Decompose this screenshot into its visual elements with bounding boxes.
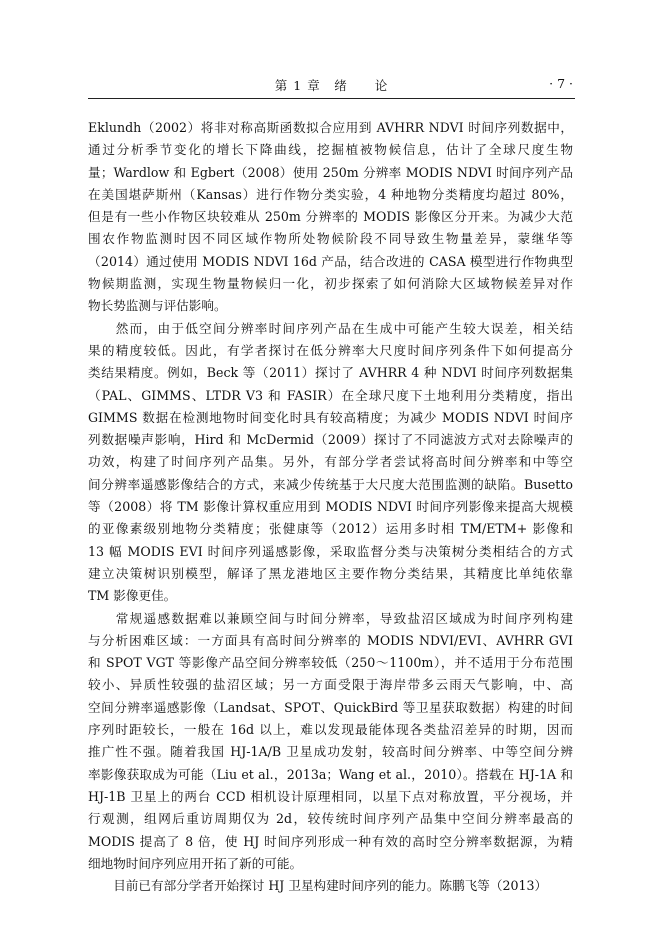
- text-line: 与分析困难区域：一方面具有高时间分辨率的 MODIS NDVI/EVI、AVHRR GVI: [88, 632, 573, 648]
- text-line: 物候期监测，实现生物量物候归一化，初步探索了如何消除大区域物候差异对作: [88, 276, 573, 292]
- text-line: 较小、异质性较强的盐沼区域；另一方面受限于海岸带多云雨天气影响，中、高: [88, 677, 573, 693]
- text-line: 常规遥感数据难以兼顾空间与时间分辨率，导致盐沼区域成为时间序列构建: [88, 610, 573, 626]
- text-line: 类结果精度。例如，Beck 等（2011）探讨了 AVHRR 4 种 NDVI 时间序列数据集: [88, 365, 573, 381]
- paragraph: [88, 318, 573, 608]
- text-line: 建立决策树识别模型，解译了黑龙港地区主要作物分类结果，其精度比单纯依靠: [88, 565, 573, 581]
- text-line: 空间分辨率遥感影像（Landsat、SPOT、QuickBird 等卫星获取数据）构建的时间: [88, 699, 573, 715]
- text-line: MODIS 提高了 8 倍，使 HJ 时间序列形成一种有效的高时空分辨率数据源，为精: [88, 833, 573, 849]
- text-line: （PAL、GIMMS、LTDR V3 和 FASIR）在全球尺度下土地利用分类精度，指出: [88, 387, 573, 403]
- page-number: · 7 ·: [549, 76, 573, 91]
- text-line: 然而，由于低空间分辨率时间序列产品在生成中可能产生较大误差，相关结: [88, 320, 573, 336]
- text-line: 间分辨率遥感影像结合的方式，来减少传统基于大尺度大范围监测的缺陷。Busetto: [88, 476, 573, 492]
- text-line: TM 影像更佳。: [88, 588, 177, 604]
- text-line: 13 幅 MODIS EVI 时间序列遥感影像，采取监督分类与决策树分类相结合的方式: [88, 543, 573, 559]
- text-line: 细地物时间序列应用开拓了新的可能。: [88, 855, 303, 871]
- body-text: [88, 117, 573, 897]
- text-line: 推广性不强。随着我国 HJ-1A/B 卫星成功发射，较高时间分辨率、中等空间分辨: [88, 744, 573, 760]
- paragraph: [88, 608, 573, 876]
- text-line: 等（2008）将 TM 影像计算权重应用到 MODIS NDVI 时间序列影像来提高大规模: [88, 499, 573, 515]
- text-line: 列数据噪声影响，Hird 和 McDermid（2009）探讨了不同滤波方式对去除噪声的: [88, 432, 573, 448]
- text-line: 功效，构建了时间序列产品集。另外，有部分学者尝试将高时间分辨率和中等空: [88, 454, 573, 470]
- text-line: 量；Wardlow 和 Egbert（2008）使用 250m 分辨率 MODIS NDVI 时间序列产品: [88, 164, 573, 180]
- text-line: 和 SPOT VGT 等影像产品空间分辨率较低（250～1100m），并不适用于分布范围: [88, 655, 573, 671]
- paragraph: [88, 875, 573, 897]
- text-line: 的亚像素级别地物分类精度；张健康等（2012）运用多时相 TM/ETM+ 影像和: [88, 521, 573, 537]
- header-rule: [88, 98, 575, 99]
- text-line: 序列时距较长，一般在 16d 以上，难以发现最能体现各类盐沼差异的时期，因而: [88, 722, 573, 738]
- text-line: Eklundh（2002）将非对称高斯函数拟合应用到 AVHRR NDVI 时间序列数据中，: [88, 120, 573, 135]
- text-line: 行观测，组网后重访周期仅为 2d，较传统时间序列产品集中空间分辨率最高的: [88, 811, 573, 827]
- text-line: 果的精度较低。因此，有学者探讨在低分辨率大尺度时间序列条件下如何提高分: [88, 342, 573, 358]
- paragraph: [88, 117, 573, 318]
- text-line: 通过分析季节变化的增长下降曲线，挖掘植被物候信息，估计了全球尺度生物: [88, 142, 573, 158]
- text-line: （2014）通过使用 MODIS NDVI 16d 产品，结合改进的 CASA 模型进行作物典型: [88, 253, 573, 269]
- text-line: 目前已有部分学者开始探讨 HJ 卫星构建时间序列的能力。陈鹏飞等（2013）: [88, 878, 548, 894]
- text-line: 但是有一些小作物区块较难从 250m 分辨率的 MODIS 影像区分开来。为减少大范: [88, 209, 573, 225]
- text-line: GIMMS 数据在检测地物时间变化时具有较高精度；为减少 MODIS NDVI 时间序: [88, 409, 573, 425]
- text-line: 在美国堪萨斯州（Kansas）进行作物分类实验，4 种地物分类精度均超过 80%，: [88, 186, 573, 202]
- running-header: [90, 76, 573, 94]
- chapter-title: 第 1 章 绪 论: [274, 78, 389, 93]
- text-line: 围农作物监测时因不同区域作物所处物候阶段不同导致生物量差异，蒙继华等: [88, 231, 573, 247]
- text-line: HJ-1B 卫星上的两台 CCD 相机设计原理相同，以星下点对称放置，平分视场，并: [88, 788, 573, 804]
- text-line: 物长势监测与评估影响。: [88, 298, 227, 314]
- text-line: 率影像获取成为可能（Liu et al.，2013a；Wang et al.，2010）。搭载在 HJ-1A 和: [88, 766, 573, 782]
